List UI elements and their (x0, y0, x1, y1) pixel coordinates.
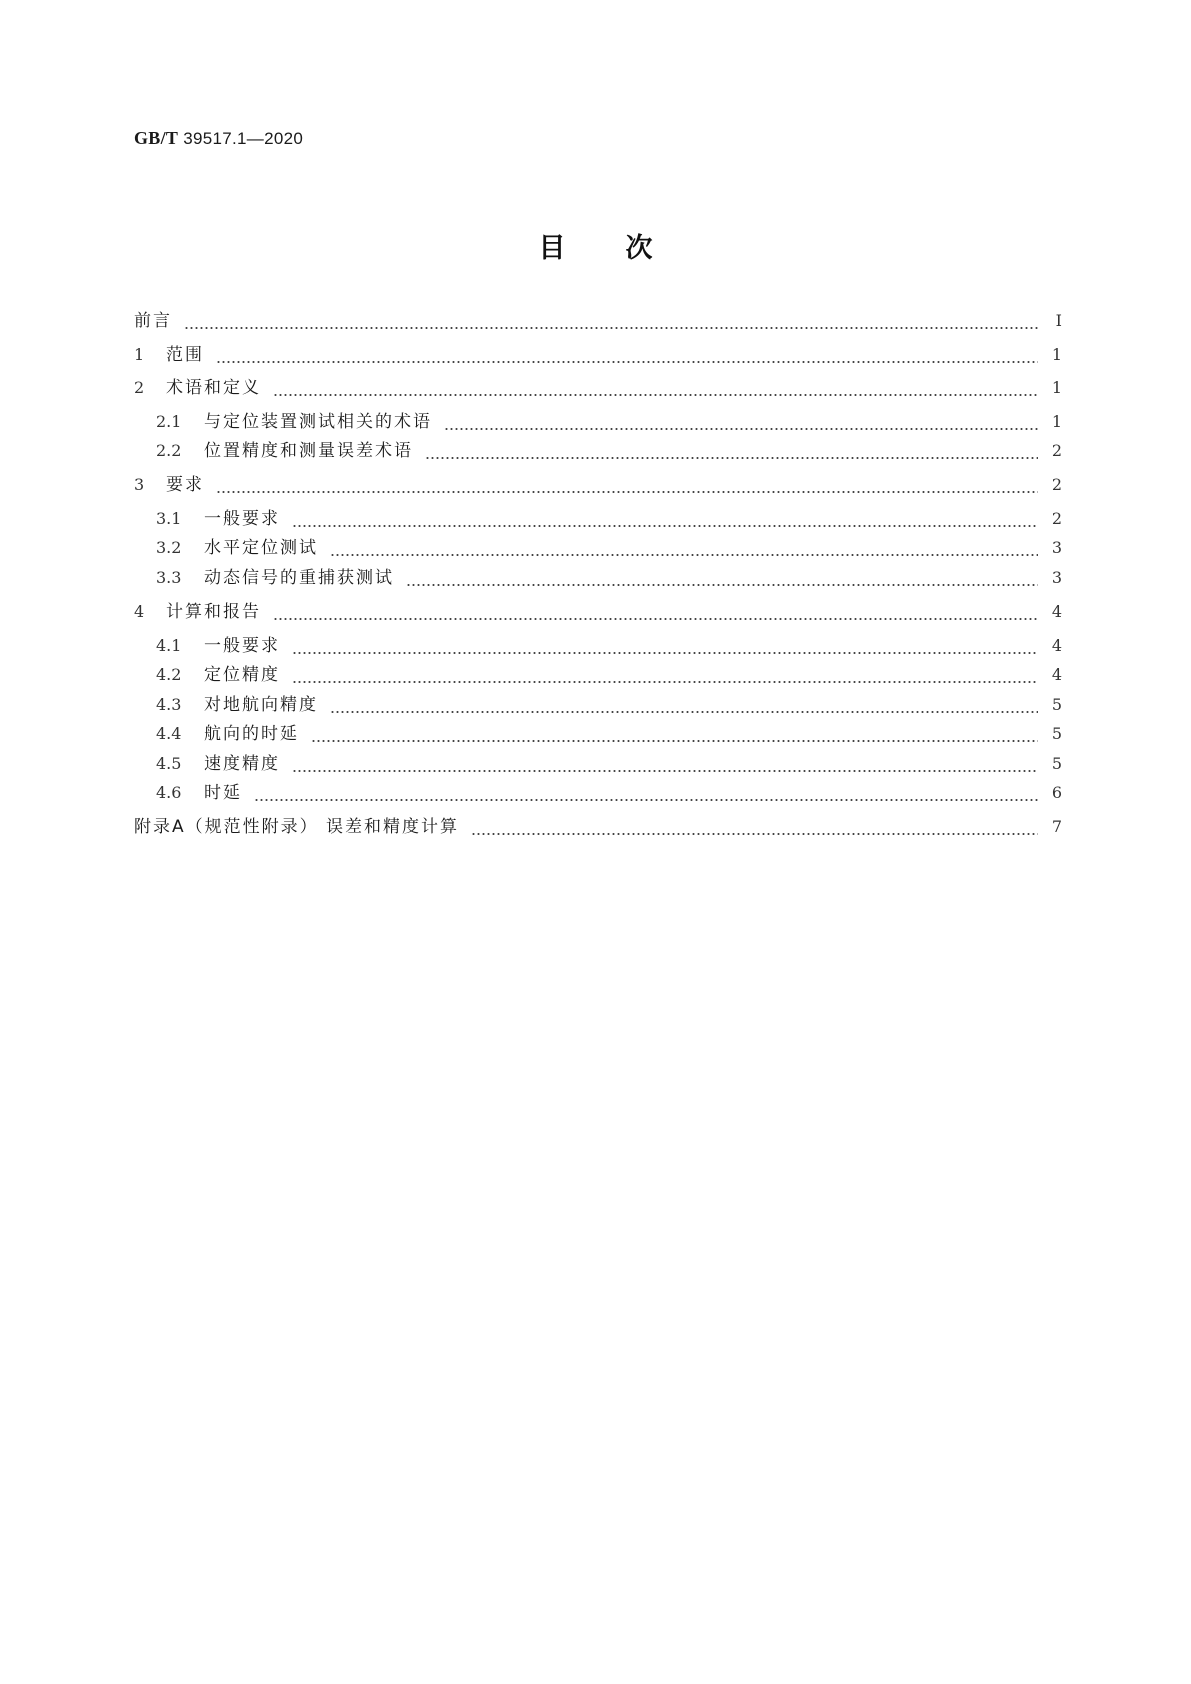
toc-entry-4-5[interactable] (156, 752, 1062, 776)
page-title: 目次 (538, 233, 713, 264)
toc-entry-4-6[interactable] (156, 781, 1062, 805)
toc-entry-number: 3.3 (156, 568, 182, 587)
toc-entry-number: 2 (134, 378, 145, 397)
toc-entry-title: 范围 (166, 345, 204, 365)
toc-entry-page: 2 (1051, 475, 1062, 494)
toc-entry-title: 定位精度 (204, 665, 280, 685)
toc-entry-appendix-a[interactable] (134, 815, 1062, 839)
toc-entry-page: 4 (1051, 636, 1062, 655)
toc-leader (216, 491, 1038, 493)
toc-entry-page: 4 (1051, 665, 1062, 684)
toc-leader (444, 428, 1038, 430)
toc-leader (311, 740, 1038, 742)
toc-entry-4-4[interactable] (156, 722, 1062, 746)
toc-entry-page: 5 (1051, 695, 1062, 714)
toc-entry-3[interactable] (134, 473, 1062, 497)
toc-entry-number: 4.5 (156, 754, 182, 773)
toc-entry-title: 术语和定义 (166, 378, 261, 398)
toc-entry-page: 3 (1051, 568, 1062, 587)
toc-entry-number: 4 (134, 602, 145, 621)
toc-entry-number: 4.2 (156, 665, 182, 684)
toc-entry-number: 3 (134, 475, 145, 494)
toc-leader (330, 711, 1038, 713)
standard-prefix: GB/T (134, 128, 179, 148)
toc-leader (292, 652, 1038, 654)
toc-entry-number: 4.6 (156, 783, 182, 802)
toc-entry-page: Ⅰ (1055, 311, 1062, 330)
toc-entry-page: 1 (1051, 378, 1062, 397)
toc-entry-number: 3.1 (156, 509, 182, 528)
toc-entry-title: 一般要求 (204, 509, 280, 529)
toc-leader (273, 618, 1038, 620)
toc-entry-1[interactable] (134, 343, 1062, 367)
toc-entry-page: 3 (1051, 538, 1062, 557)
toc-entry-number: 1 (134, 345, 145, 364)
toc-entry-page: 1 (1051, 412, 1062, 431)
toc-entry-3-2[interactable] (156, 536, 1062, 560)
toc-leader (273, 394, 1038, 396)
toc-entry-number: 4.4 (156, 724, 182, 743)
standard-number: 39517.1—2020 (183, 129, 304, 148)
toc-leader (425, 457, 1038, 459)
toc-entry-4[interactable] (134, 600, 1062, 624)
toc-entry-page: 5 (1051, 754, 1062, 773)
toc-entry-page: 7 (1051, 817, 1062, 836)
standard-code (134, 128, 303, 149)
toc-entry-number: 3.2 (156, 538, 182, 557)
toc-entry-title: 一般要求 (204, 636, 280, 656)
toc-entry-title: 附录A（规范性附录） 误差和精度计算 (134, 817, 460, 837)
toc-entry-page: 4 (1051, 602, 1062, 621)
toc-entry-4-3[interactable] (156, 693, 1062, 717)
toc-entry-title: 与定位装置测试相关的术语 (204, 412, 432, 432)
toc-entry-title: 速度精度 (204, 754, 280, 774)
toc-leader (292, 770, 1038, 772)
toc-entry-number: 4.1 (156, 636, 182, 655)
toc-entry-3-3[interactable] (156, 566, 1062, 590)
toc-leader (216, 361, 1038, 363)
toc-entry-3-1[interactable] (156, 507, 1062, 531)
toc-entry-number: 2.1 (156, 412, 182, 431)
toc-entry-page: 5 (1051, 724, 1062, 743)
toc-entry-4-2[interactable] (156, 663, 1062, 687)
toc-entry-title: 航向的时延 (204, 724, 299, 744)
toc-entry-page: 6 (1051, 783, 1062, 802)
toc-entry-number: 4.3 (156, 695, 182, 714)
toc-entry-number: 2.2 (156, 441, 182, 460)
toc-leader (406, 584, 1038, 586)
toc-entry-title: 水平定位测试 (204, 538, 318, 558)
toc-entry-2[interactable] (134, 376, 1062, 400)
toc-entry-title: 动态信号的重捕获测试 (204, 568, 394, 588)
toc-leader (330, 554, 1038, 556)
toc-entry-title: 计算和报告 (166, 602, 261, 622)
toc-leader (292, 525, 1038, 527)
toc-entry-title: 对地航向精度 (204, 695, 318, 715)
toc-entry-foreword[interactable] (134, 309, 1062, 333)
toc-entry-page: 1 (1051, 345, 1062, 364)
toc-leader (254, 799, 1038, 801)
toc-leader (292, 681, 1038, 683)
toc-entry-2-1[interactable] (156, 410, 1062, 434)
toc-entry-4-1[interactable] (156, 634, 1062, 658)
toc-leader (471, 833, 1038, 835)
toc-entry-title: 时延 (204, 783, 242, 803)
toc-entry-title: 前言 (134, 311, 172, 331)
toc-leader (184, 327, 1038, 329)
toc-entry-page: 2 (1051, 441, 1062, 460)
toc-entry-title: 位置精度和测量误差术语 (204, 441, 413, 461)
toc-entry-2-2[interactable] (156, 439, 1062, 463)
toc-entry-page: 2 (1051, 509, 1062, 528)
toc-entry-title: 要求 (166, 475, 204, 495)
